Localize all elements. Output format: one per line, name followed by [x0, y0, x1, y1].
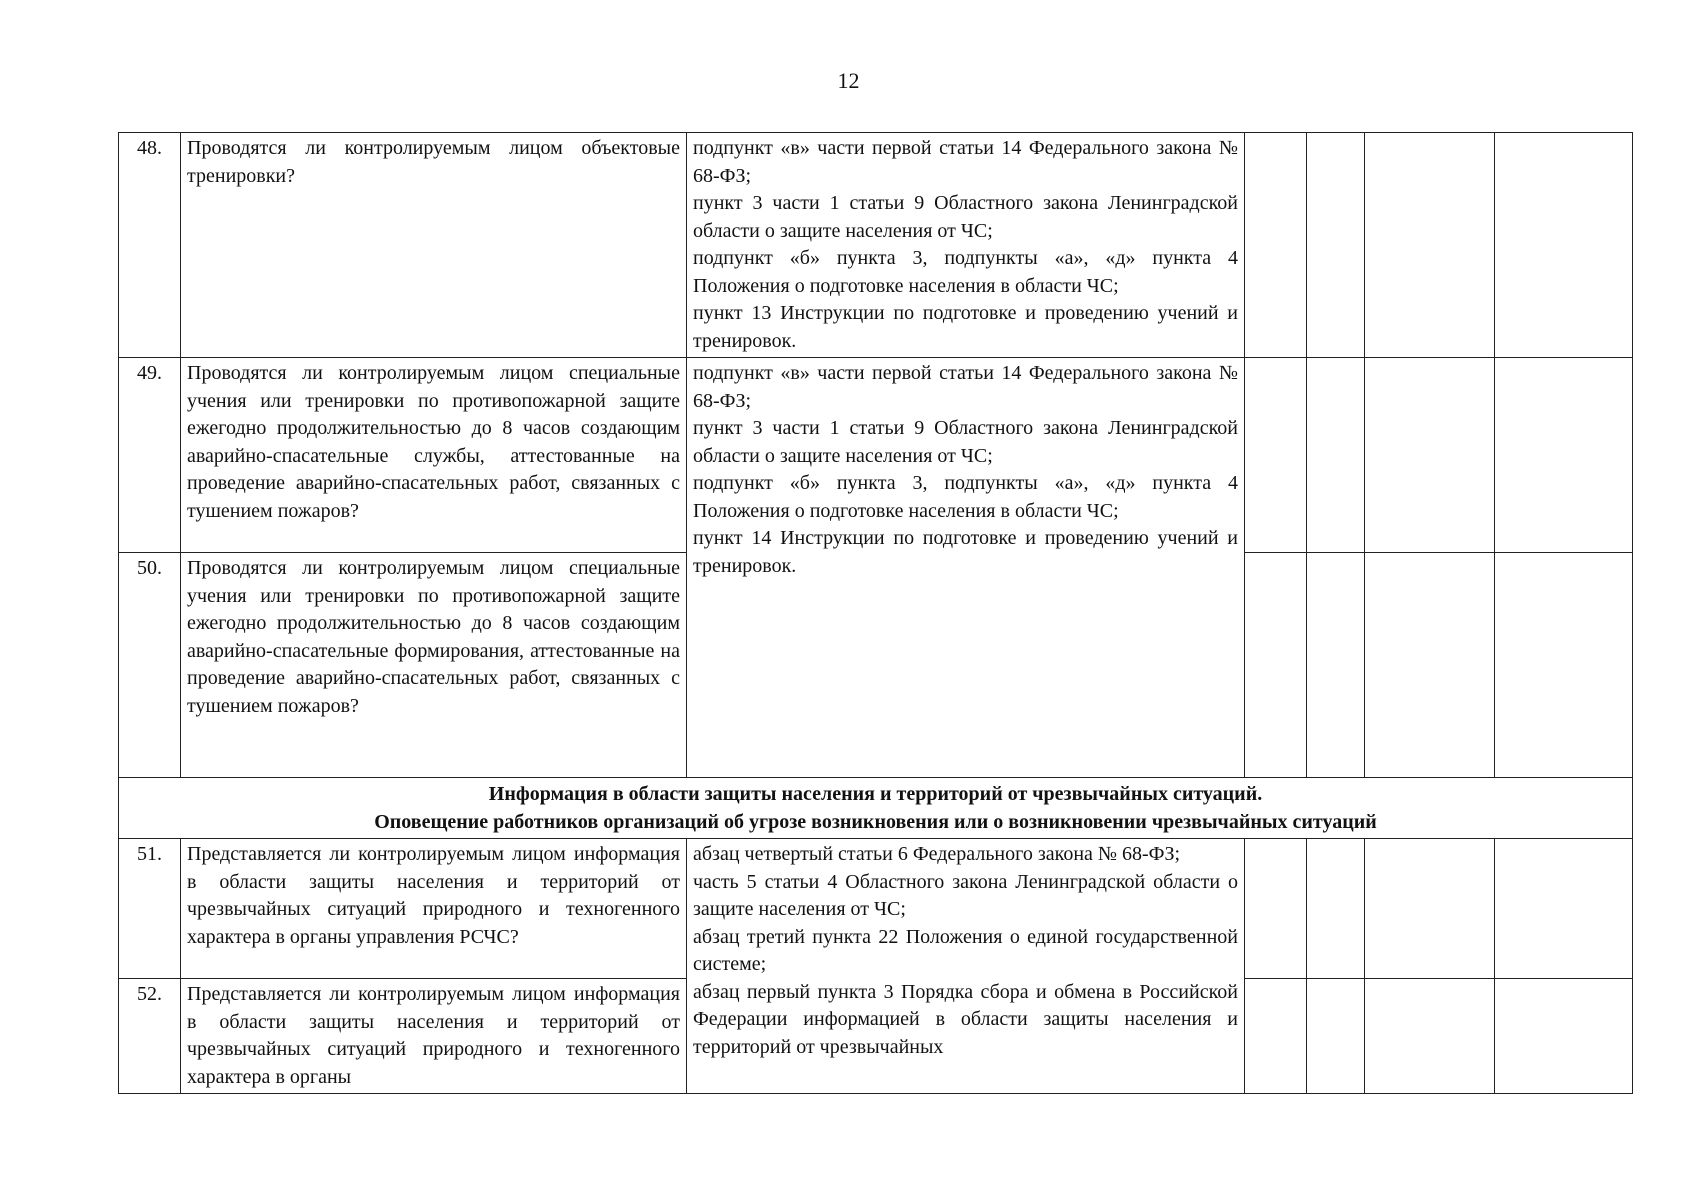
note-cell[interactable] [1495, 979, 1633, 1094]
answer-no-cell[interactable] [1307, 839, 1365, 979]
basis-item: часть 5 статьи 4 Областного закона Ленинградской области о защите населения от ЧС; [693, 870, 1238, 920]
legal-basis [687, 839, 1245, 1094]
basis-item: подпункт «в» части первой статьи 14 Федерального закона № 68-ФЗ; [693, 137, 1238, 187]
basis-item: подпункт «в» части первой статьи 14 Федерального закона № 68-ФЗ; [693, 362, 1238, 412]
answer-na-cell[interactable] [1365, 358, 1495, 553]
basis-item: пункт 14 Инструкции по подготовке и проведению учений и тренировок. [693, 527, 1238, 577]
question-text: Проводятся ли контролируемым лицом специальные учения или тренировки по противопожарной защите ежегодно продолжительностью до 8 часов создающим аварийно-спасательные службы, аттестованные на проведение аварийно-спасательных работ, связанных с тушением пожаров? [181, 358, 687, 553]
basis-item: пункт 13 Инструкции по подготовке и проведению учений и тренировок. [693, 302, 1238, 352]
section-title-line-2: Оповещение работников организаций об угрозе возникновения или о возникновении чрезвычайных ситуаций [374, 811, 1377, 833]
question-text: Представляется ли контролируемым лицом информация в области защиты населения и территорий от чрезвычайных ситуаций природного и техногенного характера в органы управления РСЧС? [181, 839, 687, 979]
note-cell[interactable] [1495, 358, 1633, 553]
answer-na-cell[interactable] [1365, 979, 1495, 1094]
basis-item: абзац третий пункта 22 Положения о единой государственной системе; [693, 925, 1238, 975]
legal-basis [687, 358, 1245, 778]
checklist-table [118, 132, 1633, 1094]
page-number: 12 [837, 68, 860, 93]
table-row [119, 839, 1633, 979]
answer-yes-cell[interactable] [1245, 553, 1307, 778]
basis-item: подпункт «б» пункта 3, подпункты «а», «д» пункта 4 Положения о подготовке населения в области ЧС; [693, 472, 1238, 522]
question-text: Проводятся ли контролируемым лицом специальные учения или тренировки по противопожарной защите ежегодно продолжительностью до 8 часов создающим аварийно-спасательные формирования, аттестованные на проведение аварийно-спасательных работ, связанных с тушением пожаров? [181, 553, 687, 778]
row-number: 51. [119, 839, 181, 979]
table-row [119, 133, 1633, 358]
row-number: 50. [119, 553, 181, 778]
answer-yes-cell[interactable] [1245, 358, 1307, 553]
question-text: Проводятся ли контролируемым лицом объектовые тренировки? [181, 133, 687, 358]
note-cell[interactable] [1495, 839, 1633, 979]
table-row [119, 358, 1633, 553]
section-title-line-1: Информация в области защиты населения и территорий от чрезвычайных ситуаций. [488, 783, 1263, 805]
answer-na-cell[interactable] [1365, 839, 1495, 979]
answer-yes-cell[interactable] [1245, 839, 1307, 979]
section-header-row [119, 778, 1633, 839]
section-header [119, 778, 1633, 839]
note-cell[interactable] [1495, 133, 1633, 358]
row-number: 48. [119, 133, 181, 358]
basis-item: подпункт «б» пункта 3, подпункты «а», «д» пункта 4 Положения о подготовке населения в области ЧС; [693, 247, 1238, 297]
answer-no-cell[interactable] [1307, 553, 1365, 778]
answer-yes-cell[interactable] [1245, 133, 1307, 358]
basis-item: пункт 3 части 1 статьи 9 Областного закона Ленинградской области о защите населения от ЧС; [693, 192, 1238, 242]
row-number: 49. [119, 358, 181, 553]
basis-item: абзац четвертый статьи 6 Федерального закона № 68-ФЗ; [693, 843, 1181, 865]
answer-na-cell[interactable] [1365, 553, 1495, 778]
answer-no-cell[interactable] [1307, 133, 1365, 358]
legal-basis [687, 133, 1245, 358]
question-text: Представляется ли контролируемым лицом информация в области защиты населения и территорий от чрезвычайных ситуаций природного и техногенного характера в органы [181, 979, 687, 1094]
answer-yes-cell[interactable] [1245, 979, 1307, 1094]
row-number: 52. [119, 979, 181, 1094]
note-cell[interactable] [1495, 553, 1633, 778]
basis-item: пункт 3 части 1 статьи 9 Областного закона Ленинградской области о защите населения от ЧС; [693, 417, 1238, 467]
answer-no-cell[interactable] [1307, 979, 1365, 1094]
answer-no-cell[interactable] [1307, 358, 1365, 553]
basis-item: абзац первый пункта 3 Порядка сбора и обмена в Российской Федерации информацией в области защиты населения и территорий от чрезвычайных [693, 980, 1238, 1058]
answer-na-cell[interactable] [1365, 133, 1495, 358]
